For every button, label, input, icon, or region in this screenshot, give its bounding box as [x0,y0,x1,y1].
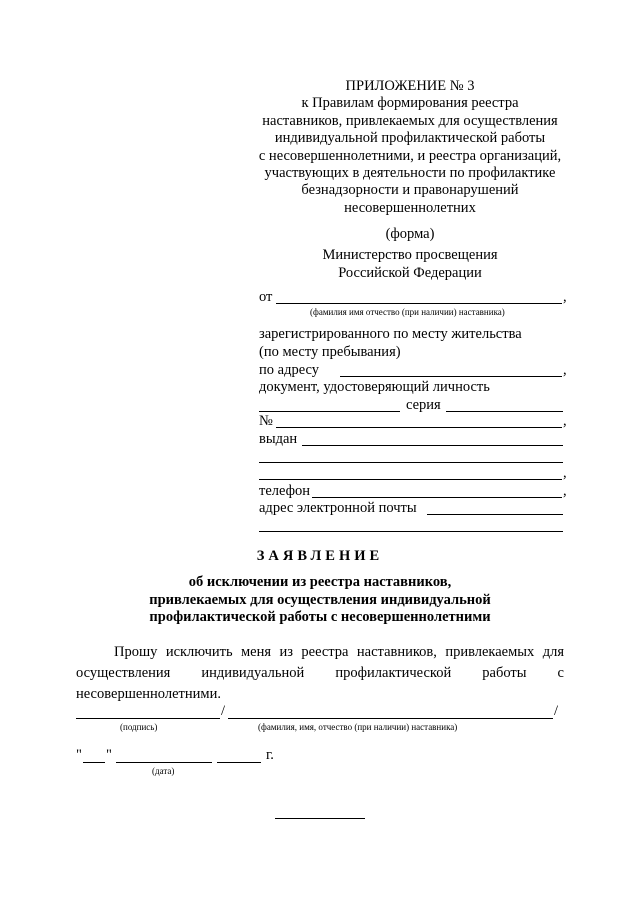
form-label: (форма) [385,226,435,242]
comma: , [563,483,567,499]
quote-close: " [106,747,112,763]
subtitle-line: привлекаемых для осуществления индивидуальной [149,591,491,608]
document-subtitle [120,574,520,627]
issued-fill-line-2[interactable] [259,462,563,463]
comma: , [563,362,567,378]
registered-label: зарегистрированного по месту жительства [259,326,522,342]
address-label: по адресу [259,362,319,378]
appendix-line: ПРИЛОЖЕНИЕ № 3 [345,78,475,94]
appendix-header [240,78,580,217]
appendix-line: наставников, привлекаемых для осуществления [262,112,558,129]
subtitle-line: об исключении из реестра наставников, [188,574,452,590]
day-fill-line[interactable] [83,762,105,763]
appendix-line: с несовершеннолетними, и реестра организаций, [258,147,562,164]
slash: / [554,703,559,719]
issued-fill-line-3[interactable] [259,479,562,480]
appendix-line: к Правилам формирования реестра [301,95,519,112]
recipient-line: Министерство просвещения [322,247,498,263]
series-fill-line[interactable] [446,411,563,412]
from-label: от [259,289,273,305]
recipient [240,247,580,282]
number-label: № [259,413,273,429]
quote-open: " [76,747,82,763]
email-fill-line[interactable] [427,514,563,515]
series-label: серия [406,397,441,413]
comma: , [563,289,567,305]
phone-fill-line[interactable] [312,497,562,498]
year-fill-line[interactable] [217,762,261,763]
from-hint: (фамилия имя отчество (при наличии) наставника) [310,307,505,317]
request-text: Прошу исключить меня из реестра наставников, привлекаемых для осуществления индивидуальной профилактической работы с несовершеннолетними. [76,644,564,702]
signature-fill-line[interactable] [76,718,220,719]
from-fill-line[interactable] [276,303,562,304]
comma: , [563,413,567,429]
document-label: документ, удостоверяющий личность [259,379,490,395]
phone-label: телефон [259,483,311,499]
date-hint: (дата) [152,766,175,776]
subtitle-line: профилактической работы с несовершеннолетними [149,609,491,625]
document-type-fill-line[interactable] [259,411,400,412]
month-fill-line[interactable] [116,762,212,763]
number-fill-line[interactable] [276,427,562,428]
appendix-line: индивидуальной профилактической работы [274,130,546,147]
issued-fill-line[interactable] [302,445,563,446]
issued-label: выдан [259,431,298,447]
slash: / [221,703,226,719]
email-fill-line-2[interactable] [259,531,563,532]
appendix-line: несовершеннолетних [344,199,476,216]
name-hint: (фамилия, имя, отчество (при наличии) наставника) [258,722,458,732]
address-fill-line[interactable] [340,376,562,377]
name-fill-line[interactable] [228,718,553,719]
appendix-line: безнадзорности и правонарушений [301,182,519,199]
appendix-line: участвующих в деятельности по профилактике [264,165,556,182]
comma: , [563,465,567,481]
year-suffix: г. [266,747,274,763]
recipient-line: Российской Федерации [338,264,482,281]
document-title: ЗАЯВЛЕНИЕ [256,548,384,564]
registered-label-2: (по месту пребывания) [259,344,401,360]
bottom-separator [275,818,365,819]
signature-hint: (подпись) [120,722,158,732]
email-label: адрес электронной почты [259,500,417,516]
